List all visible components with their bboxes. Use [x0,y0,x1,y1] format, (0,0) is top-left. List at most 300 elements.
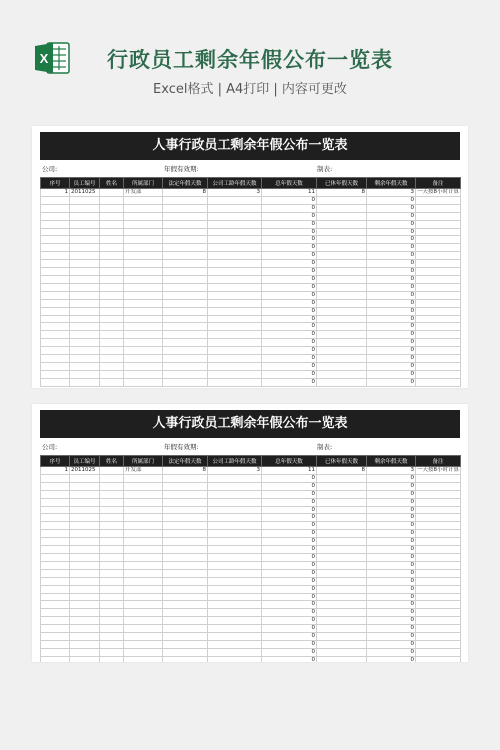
cell-name [100,640,124,648]
cell-remaining-days: 0 [367,561,416,569]
cell-total-days: 0 [262,601,317,609]
cell-seniority-days [208,530,262,538]
cell-department [124,275,163,283]
cell-name [100,569,124,577]
cell-remaining-days: 0 [367,553,416,561]
cell-seq [41,593,70,601]
cell-used-days [317,370,367,378]
cell-remaining-days: 0 [367,530,416,538]
cell-seq [41,196,70,204]
cell-name [100,268,124,276]
cell-remarks: 一天按8小时计算 [417,467,459,473]
cell-department [124,244,163,252]
cell-remaining-days: 3 [367,189,416,197]
cell-employee-id [70,648,100,656]
cell-statutory-days [163,633,208,641]
cell-total-days: 0 [262,656,317,662]
page-title: 行政员工剩余年假公布一览表 [107,48,393,72]
cell-remarks [416,514,461,522]
cell-employee-id [70,228,100,236]
cell-seq [41,553,70,561]
cell-remarks [416,307,461,315]
cell-name [100,299,124,307]
cell-remarks [416,291,461,299]
cell-remaining-days: 0 [367,593,416,601]
cell-seq [41,370,70,378]
column-header-name: 姓名 [100,456,124,467]
cell-used-days [317,617,367,625]
cell-used-days [317,228,367,236]
table-row [41,283,461,291]
cell-total-days: 0 [262,378,317,386]
table-row [41,268,461,276]
cell-seniority-days [208,609,262,617]
cell-statutory-days [163,299,208,307]
cell-used-days [317,609,367,617]
cell-department [124,593,163,601]
cell-name [100,331,124,339]
cell-statutory-days [163,347,208,355]
cell-remaining-days: 0 [367,474,416,482]
cell-used-days [317,498,367,506]
cell-total-days: 0 [262,640,317,648]
cell-statutory-days [163,283,208,291]
cell-employee-id [70,204,100,212]
cell-statutory-days [163,482,208,490]
cell-remarks [416,370,461,378]
cell-total-days: 0 [262,633,317,641]
cell-remarks [416,585,461,593]
cell-name [100,252,124,260]
cell-employee-id [70,339,100,347]
cell-seq [41,212,70,220]
cell-used-days [317,601,367,609]
cell-statutory-days [163,617,208,625]
cell-remarks [416,196,461,204]
cell-employee-id [70,640,100,648]
cell-name [100,275,124,283]
cell-seq [41,633,70,641]
cell-department [124,633,163,641]
cell-used-days [317,339,367,347]
cell-used-days [317,633,367,641]
cell-seq [41,648,70,656]
cell-statutory-days [163,474,208,482]
cell-statutory-days: 8 [163,467,208,475]
cell-used-days [317,283,367,291]
cell-department [124,648,163,656]
cell-remaining-days: 0 [367,315,416,323]
cell-seniority-days: 3 [208,189,262,197]
cell-total-days: 0 [262,490,317,498]
cell-remarks [416,561,461,569]
cell-employee-id [70,593,100,601]
cell-seniority-days [208,204,262,212]
cell-department [124,331,163,339]
cell-used-days [317,538,367,546]
cell-remarks [416,656,461,662]
table-row [41,577,461,585]
cell-seq [41,355,70,363]
cell-remarks [416,474,461,482]
table-row [41,347,461,355]
cell-statutory-days [163,522,208,530]
table-row [41,617,461,625]
cell-statutory-days [163,530,208,538]
cell-used-days [317,378,367,386]
cell-employee-id [70,585,100,593]
cell-remarks [416,244,461,252]
table-row [41,601,461,609]
cell-total-days: 0 [262,617,317,625]
cell-department [124,355,163,363]
cell-used-days [317,362,367,370]
cell-remaining-days: 0 [367,291,416,299]
cell-remaining-days: 0 [367,490,416,498]
cell-total-days: 0 [262,339,317,347]
cell-employee-id [70,315,100,323]
cell-statutory-days [163,577,208,585]
cell-used-days [317,648,367,656]
cell-remaining-days: 0 [367,640,416,648]
cell-department [124,506,163,514]
cell-remaining-days: 0 [367,252,416,260]
cell-used-days [317,196,367,204]
cell-department [124,323,163,331]
cell-total-days: 0 [262,331,317,339]
cell-remaining-days: 0 [367,656,416,662]
cell-remarks [416,260,461,268]
cell-name [100,196,124,204]
cell-total-days: 0 [262,370,317,378]
cell-department [124,530,163,538]
cell-used-days: 8 [317,189,367,197]
cell-statutory-days [163,538,208,546]
cell-statutory-days [163,609,208,617]
cell-name [100,609,124,617]
cell-remarks [416,252,461,260]
cell-seniority-days [208,625,262,633]
cell-seq [41,498,70,506]
cell-remaining-days: 0 [367,514,416,522]
sheet-preview-1 [32,126,468,388]
cell-remaining-days: 0 [367,569,416,577]
cell-statutory-days [163,323,208,331]
cell-name [100,244,124,252]
cell-remarks [416,538,461,546]
cell-used-days [317,331,367,339]
cell-remarks [416,275,461,283]
cell-employee-id [70,577,100,585]
cell-department [124,268,163,276]
table-row [41,323,461,331]
table-row [41,656,461,662]
table-row [41,593,461,601]
cell-used-days [317,506,367,514]
cell-seniority-days [208,228,262,236]
cell-seniority-days [208,561,262,569]
cell-department [124,601,163,609]
cell-employee-id [70,268,100,276]
cell-department [124,609,163,617]
cell-statutory-days [163,196,208,204]
cell-seq [41,331,70,339]
cell-used-days [317,514,367,522]
company-label: 公司: [42,443,58,451]
cell-total-days: 0 [262,569,317,577]
cell-seniority-days [208,339,262,347]
cell-total-days: 0 [262,474,317,482]
cell-department [124,514,163,522]
cell-department [124,625,163,633]
cell-employee-id [70,252,100,260]
cell-statutory-days [163,561,208,569]
cell-statutory-days [163,355,208,363]
cell-department [124,228,163,236]
cell-remarks [416,640,461,648]
cell-department [124,378,163,386]
sheet-preview-2 [32,404,468,662]
cell-employee-id [70,561,100,569]
cell-used-days [317,260,367,268]
cell-statutory-days [163,315,208,323]
cell-used-days [317,315,367,323]
cell-remaining-days: 0 [367,347,416,355]
cell-total-days: 0 [262,482,317,490]
cell-total-days: 0 [262,585,317,593]
table-row [41,189,461,197]
cell-remarks [416,228,461,236]
column-header-remarks: 备注 [416,456,461,467]
cell-total-days: 0 [262,196,317,204]
cell-employee-id [70,482,100,490]
cell-department [124,260,163,268]
svg-text:X: X [39,51,49,66]
cell-department [124,236,163,244]
cell-name [100,307,124,315]
cell-department [124,585,163,593]
cell-seq [41,506,70,514]
cell-name [100,283,124,291]
cell-total-days: 0 [262,609,317,617]
cell-employee-id [70,355,100,363]
column-header-seq: 序号 [41,178,70,189]
cell-seq [41,640,70,648]
table-row [41,378,461,386]
cell-seniority-days [208,656,262,662]
cell-remaining-days: 0 [367,244,416,252]
cell-seniority-days [208,617,262,625]
cell-remarks [416,625,461,633]
cell-employee-id [70,490,100,498]
cell-used-days [317,569,367,577]
cell-statutory-days [163,268,208,276]
cell-department [124,362,163,370]
cell-department [124,656,163,662]
cell-statutory-days [163,252,208,260]
cell-remaining-days: 0 [367,204,416,212]
cell-department [124,617,163,625]
cell-department [124,370,163,378]
cell-statutory-days [163,648,208,656]
cell-department [124,569,163,577]
cell-used-days [317,291,367,299]
cell-remaining-days: 0 [367,268,416,276]
cell-employee-id [70,220,100,228]
cell-seq [41,538,70,546]
maker-label: 制表: [317,443,333,451]
cell-name [100,228,124,236]
cell-statutory-days [163,307,208,315]
cell-total-days: 0 [262,236,317,244]
cell-total-days: 0 [262,648,317,656]
cell-used-days: 8 [317,467,367,475]
cell-total-days: 0 [262,283,317,291]
cell-department [124,561,163,569]
cell-seq [41,220,70,228]
column-header-department: 所属部门 [124,456,163,467]
cell-seq [41,268,70,276]
table-row [41,315,461,323]
cell-total-days: 0 [262,204,317,212]
cell-used-days [317,530,367,538]
column-header-total-days: 总年假天数 [262,456,317,467]
cell-name [100,362,124,370]
cell-employee-id [70,212,100,220]
cell-total-days: 0 [262,228,317,236]
cell-department [124,252,163,260]
cell-department: 开发部 [124,189,163,197]
cell-total-days: 0 [262,506,317,514]
cell-name [100,220,124,228]
cell-statutory-days [163,601,208,609]
cell-seniority-days [208,577,262,585]
table-row [41,482,461,490]
cell-seniority-days [208,633,262,641]
table-row [41,275,461,283]
cell-used-days [317,577,367,585]
cell-remarks [416,648,461,656]
cell-statutory-days [163,362,208,370]
cell-employee-id [70,530,100,538]
column-header-seniority-days: 公司工龄年假天数 [208,456,262,467]
cell-remaining-days: 0 [367,601,416,609]
cell-remaining-days: 0 [367,196,416,204]
cell-name [100,625,124,633]
table-row [41,228,461,236]
column-header-total-days: 总年假天数 [262,178,317,189]
cell-employee-id [70,362,100,370]
cell-department [124,212,163,220]
cell-total-days: 0 [262,268,317,276]
cell-employee-id [70,569,100,577]
cell-remarks [416,569,461,577]
cell-statutory-days [163,585,208,593]
cell-remaining-days: 0 [367,299,416,307]
cell-seq [41,244,70,252]
cell-total-days: 11 [262,189,317,197]
cell-remaining-days: 0 [367,362,416,370]
cell-employee-id [70,283,100,291]
cell-name [100,490,124,498]
cell-statutory-days [163,370,208,378]
cell-seq [41,474,70,482]
page-subtitle: Excel格式 | A4打印 | 内容可更改 [153,82,347,97]
cell-seniority-days [208,370,262,378]
cell-seq [41,362,70,370]
column-header-employee-id: 员工编号 [70,178,100,189]
cell-seniority-days [208,585,262,593]
table-row [41,569,461,577]
table-row [41,260,461,268]
cell-remaining-days: 3 [367,467,416,475]
cell-name [100,514,124,522]
table-row [41,355,461,363]
validity-label: 年假有效期: [164,443,199,451]
table-row [41,530,461,538]
cell-used-days [317,474,367,482]
cell-seniority-days [208,546,262,554]
cell-total-days: 0 [262,498,317,506]
cell-remaining-days: 0 [367,522,416,530]
cell-name [100,522,124,530]
cell-remaining-days: 0 [367,331,416,339]
cell-seniority-days [208,538,262,546]
cell-remarks [416,593,461,601]
cell-seniority-days [208,236,262,244]
table-row [41,633,461,641]
cell-department: 开发部 [124,467,163,475]
cell-used-days [317,490,367,498]
cell-total-days: 0 [262,291,317,299]
cell-used-days [317,236,367,244]
cell-remaining-days: 0 [367,339,416,347]
company-label: 公司: [42,165,58,173]
cell-total-days: 0 [262,553,317,561]
cell-remarks [416,283,461,291]
table-row [41,474,461,482]
cell-statutory-days [163,220,208,228]
cell-seniority-days [208,593,262,601]
cell-name [100,633,124,641]
cell-seq [41,236,70,244]
cell-statutory-days [163,498,208,506]
cell-seq: 1 [41,189,70,197]
cell-employee-id [70,291,100,299]
table-row [41,553,461,561]
cell-seniority-days [208,378,262,386]
cell-seq [41,490,70,498]
cell-department [124,299,163,307]
sheet-info-row [40,162,460,176]
table-row [41,498,461,506]
cell-department [124,482,163,490]
cell-remaining-days: 0 [367,228,416,236]
table-row [41,506,461,514]
cell-remaining-days: 0 [367,260,416,268]
table-row [41,236,461,244]
cell-employee-id: 2011025 [70,189,100,197]
cell-statutory-days [163,640,208,648]
cell-seniority-days [208,553,262,561]
cell-used-days [317,268,367,276]
table-row [41,609,461,617]
cell-department [124,220,163,228]
cell-name [100,189,124,197]
column-header-remarks: 备注 [416,178,461,189]
table-row [41,625,461,633]
column-header-remaining-days: 剩余年假天数 [367,178,416,189]
